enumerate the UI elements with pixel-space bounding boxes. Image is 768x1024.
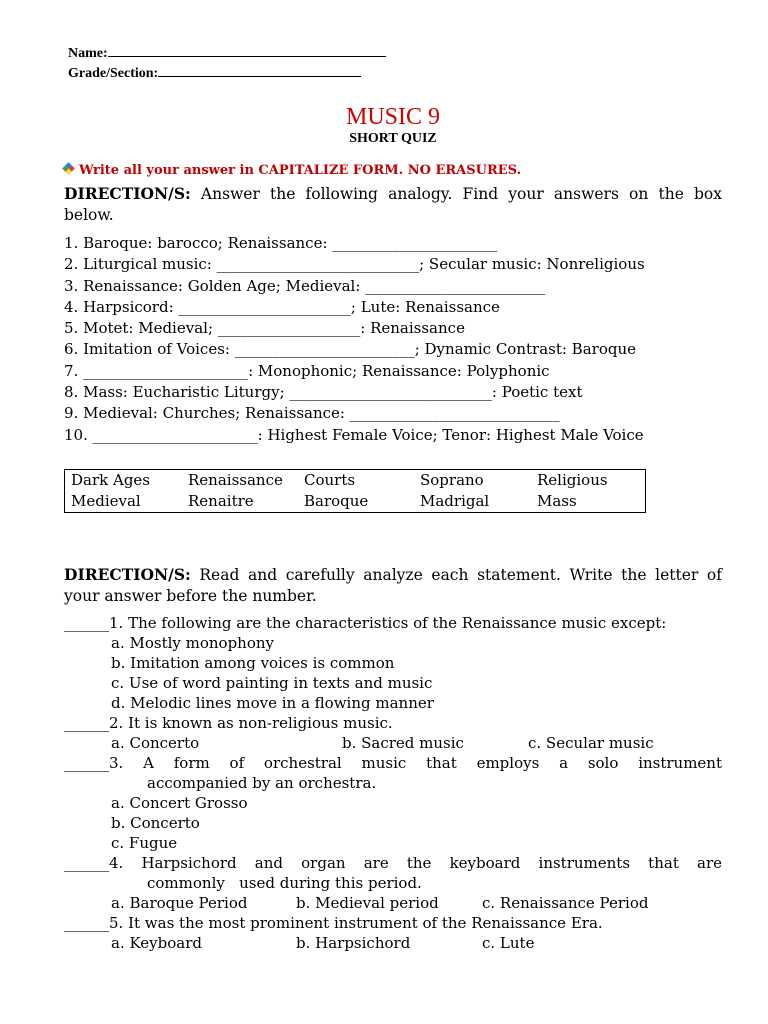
analogy-item: 5. Motet: Medieval; ___________________: Renaissance xyxy=(64,319,465,338)
analogy-item: 2. Liturgical music: ___________________________; Secular music: Nonreligious xyxy=(64,255,645,274)
answer-option: a. Mostly monophony xyxy=(111,634,275,652)
answer-options-row xyxy=(64,933,722,953)
answer-option: b. Imitation among voices is common xyxy=(111,654,395,672)
analogy-item: 4. Harpsicord: _______________________; Lute: Renaissance xyxy=(64,297,500,316)
word-cell: Renaitre xyxy=(188,492,254,510)
answer-options-row xyxy=(64,733,722,753)
diamond-bullet-icon xyxy=(62,162,75,175)
answer-option: d. Melodic lines move in a flowing manner xyxy=(111,694,434,712)
question-stem-continued: commonly used during this period. xyxy=(147,874,422,892)
direction-label: DIRECTION/S: xyxy=(64,184,191,203)
page-title: MUSIC 9 xyxy=(345,104,441,130)
answer-word-box xyxy=(64,469,646,513)
multiple-choice-list xyxy=(64,613,722,953)
answer-option: b. Medieval period xyxy=(296,894,439,912)
instruction-text: Write all your answer in CAPITALIZE FORM. NO ERASURES. xyxy=(79,163,522,178)
direction-text: Read and carefully analyze each statement. Write the letter of your answer before the number. xyxy=(64,566,722,605)
question-stem: ______4. Harpsichord and organ are the keyboard instruments that are xyxy=(64,854,722,872)
page-subtitle: SHORT QUIZ xyxy=(349,131,437,146)
grade-section-field xyxy=(68,63,361,82)
answer-option: c. Renaissance Period xyxy=(482,894,649,912)
name-blank[interactable] xyxy=(108,43,386,57)
answer-option: a. Keyboard xyxy=(111,934,202,952)
instruction xyxy=(64,163,521,178)
answer-option: c. Fugue xyxy=(111,834,178,852)
word-cell: Religious xyxy=(537,471,608,489)
answer-option: a. Baroque Period xyxy=(111,894,248,912)
direction-text: Answer the following analogy. Find your answers on the box below. xyxy=(64,185,722,224)
analogy-item: 7. ______________________: Monophonic; Renaissance: Polyphonic xyxy=(64,361,550,380)
question-stem: ______2. It is known as non-religious music. xyxy=(64,714,393,732)
answer-option: c. Use of word painting in texts and music xyxy=(111,674,433,692)
word-cell: Courts xyxy=(304,471,356,489)
question-stem: ______3. A form of orchestral music that employs a solo instrument xyxy=(64,754,722,772)
answer-option: b. Harpsichord xyxy=(296,934,411,952)
word-cell: Baroque xyxy=(304,492,369,510)
analogy-item: 6. Imitation of Voices: ________________________; Dynamic Contrast: Baroque xyxy=(64,340,636,359)
answer-option: b. Sacred music xyxy=(342,734,464,752)
direction-part1 xyxy=(64,183,722,226)
word-cell: Mass xyxy=(537,492,577,510)
answer-option: a. Concert Grosso xyxy=(111,794,248,812)
grade-section-label: Grade/Section: xyxy=(68,66,159,81)
question-stem-continued: accompanied by an orchestra. xyxy=(147,774,377,792)
analogy-item: 10. ______________________: Highest Female Voice; Tenor: Highest Male Voice xyxy=(64,425,644,444)
name-label: Name: xyxy=(68,46,108,61)
analogy-list xyxy=(64,233,734,446)
answer-option: a. Concerto xyxy=(111,734,200,752)
direction-part2 xyxy=(64,564,722,607)
question-stem: ______1. The following are the characteristics of the Renaissance music except: xyxy=(64,614,667,632)
answer-option: c. Lute xyxy=(482,934,535,952)
analogy-item: 1. Baroque: barocco; Renaissance: ______________________ xyxy=(64,234,498,252)
analogy-item: 9. Medieval: Churches; Renaissance: ____________________________ xyxy=(64,404,560,423)
word-cell: Madrigal xyxy=(420,492,490,510)
word-cell: Medieval xyxy=(71,492,141,510)
direction-label: DIRECTION/S: xyxy=(64,565,191,584)
word-cell: Dark Ages xyxy=(71,471,151,489)
word-cell: Renaissance xyxy=(188,471,283,489)
answer-option: b. Concerto xyxy=(111,814,200,832)
name-field xyxy=(68,43,386,62)
analogy-item: 3. Renaissance: Golden Age; Medieval: ________________________ xyxy=(64,276,546,295)
answer-options-row xyxy=(64,893,722,913)
answer-option: c. Secular music xyxy=(528,734,654,752)
question-stem: ______5. It was the most prominent instrument of the Renaissance Era. xyxy=(64,914,603,932)
word-cell: Soprano xyxy=(420,471,484,489)
grade-section-blank[interactable] xyxy=(158,63,361,77)
analogy-item: 8. Mass: Eucharistic Liturgy; ___________________________: Poetic text xyxy=(64,383,583,402)
